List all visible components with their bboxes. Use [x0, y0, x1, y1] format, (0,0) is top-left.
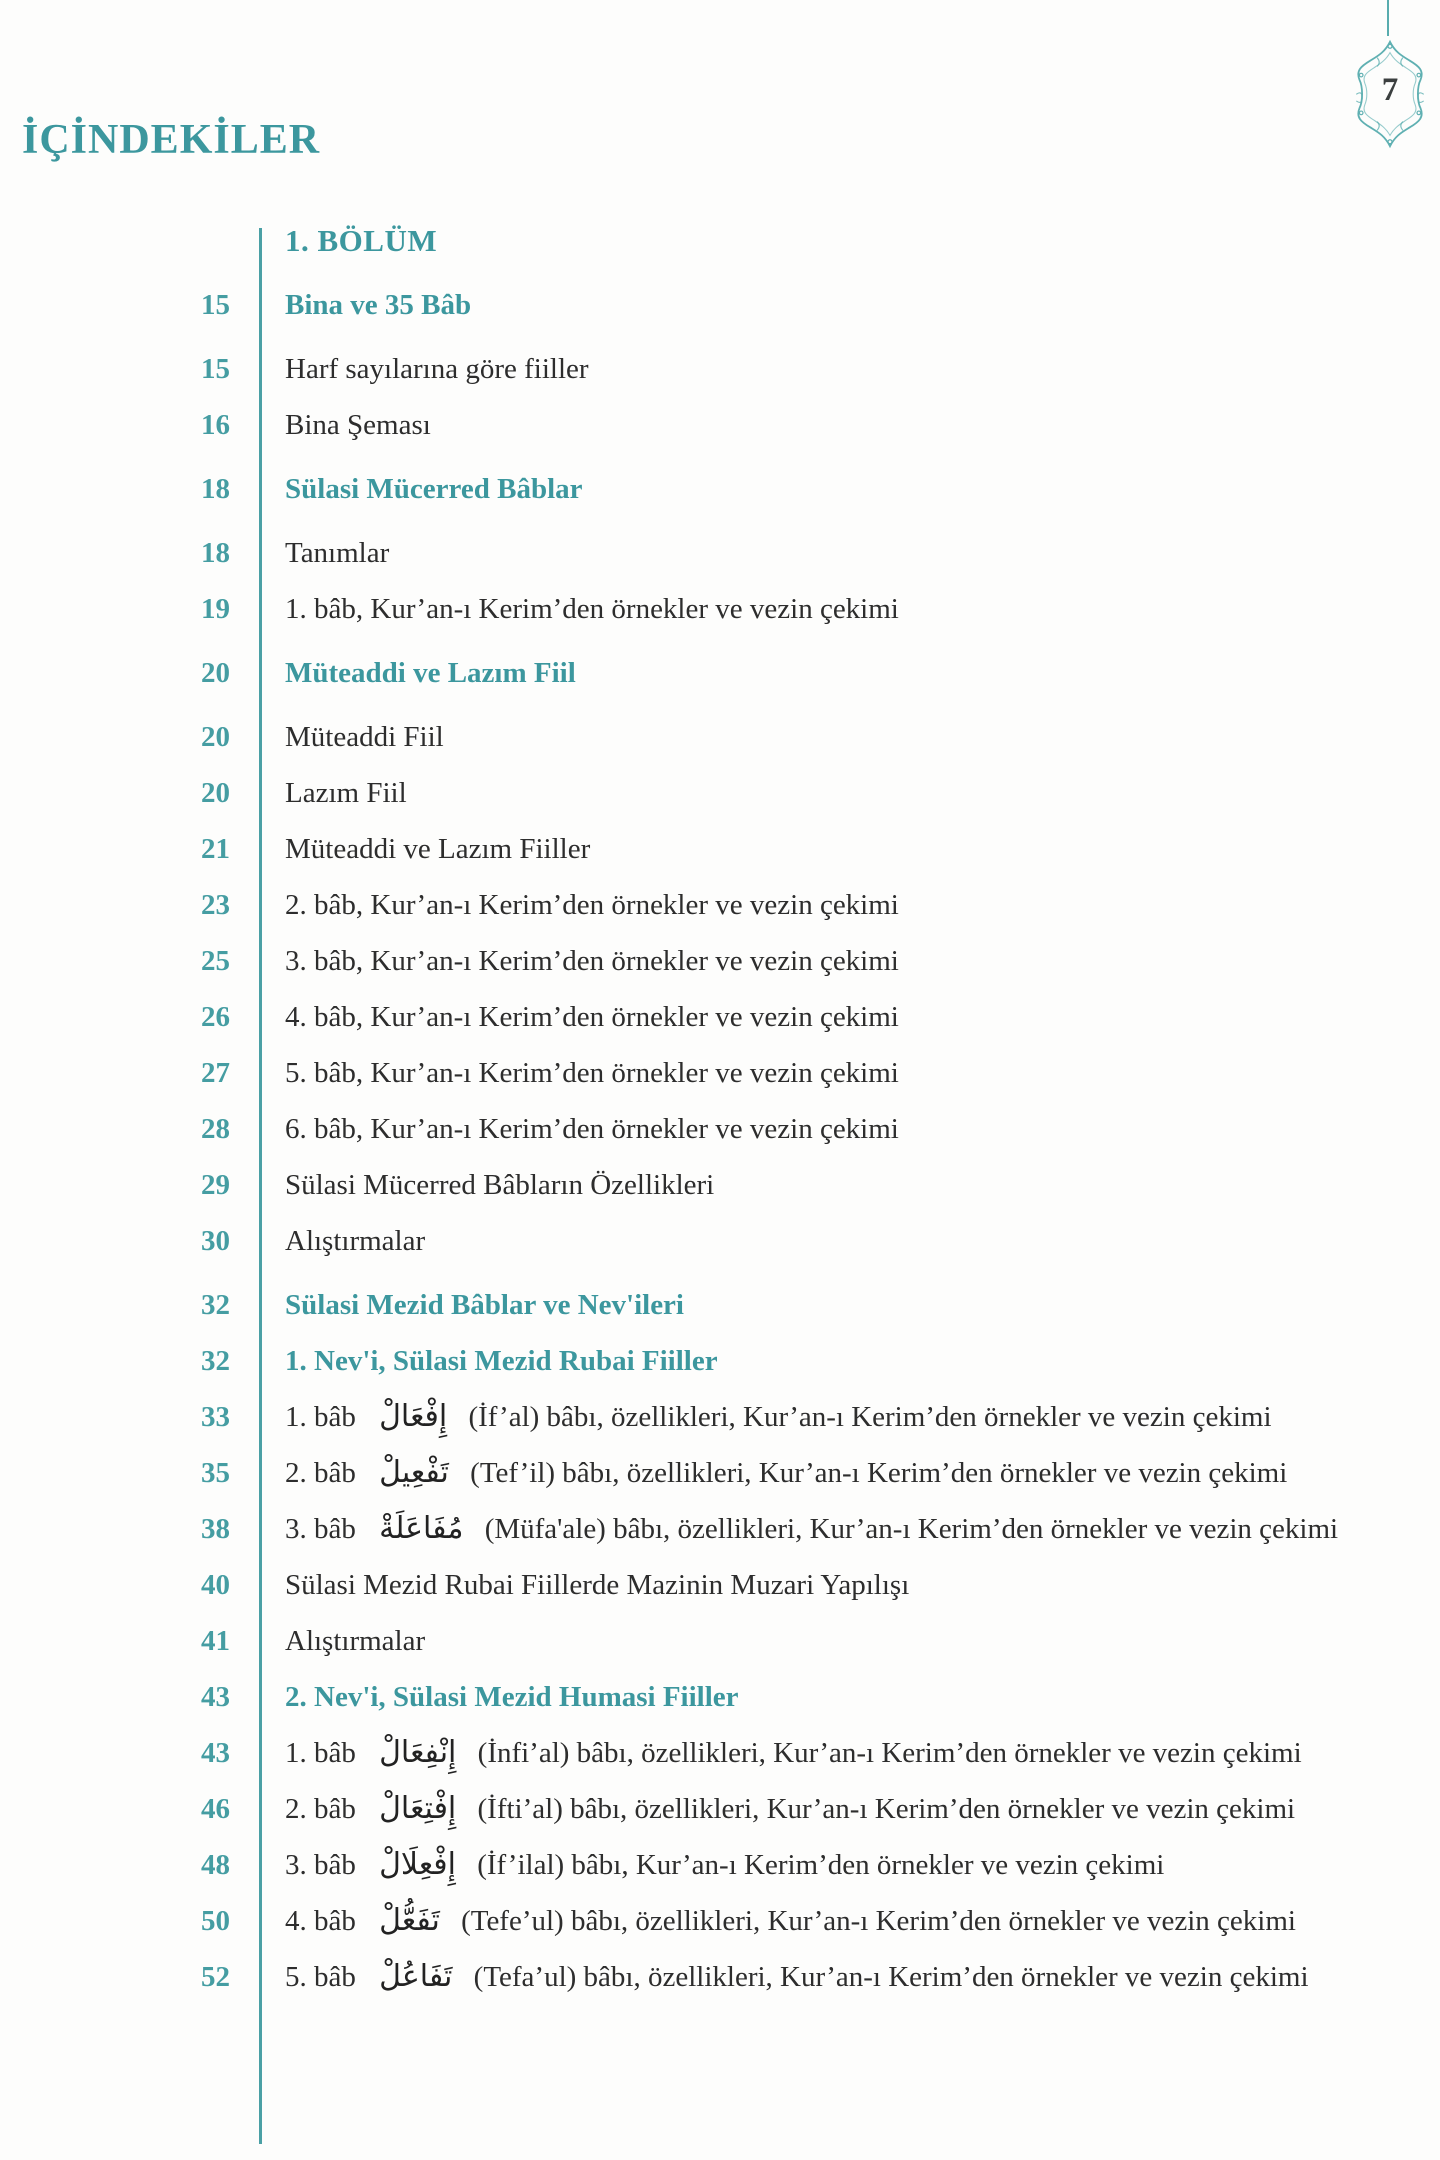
toc-row [0, 470, 1440, 508]
toc-entry-arabic-word: إِفْعِلَالْ [379, 1847, 456, 1882]
toc-entry [285, 998, 899, 1036]
toc-page-number: 50 [201, 1905, 230, 1937]
toc-page-number: 26 [201, 1001, 230, 1033]
toc-page-number: 35 [201, 1457, 230, 1489]
toc-row [0, 590, 1440, 628]
toc-entry-text: Sülasi Mezid Bâblar ve Nev'ileri [285, 1289, 684, 1321]
toc-entry [285, 1398, 1272, 1436]
toc-row [0, 998, 1440, 1036]
toc-entry [285, 286, 471, 324]
toc-page-number: 48 [201, 1849, 230, 1881]
toc-row [0, 534, 1440, 572]
toc-page-number: 25 [201, 945, 230, 977]
toc-page-number: 28 [201, 1113, 230, 1145]
toc-entry-text: Müteaddi ve Lazım Fiiller [285, 833, 591, 865]
toc-page-number: 21 [201, 833, 230, 865]
toc-entry [285, 654, 576, 692]
toc-row [0, 350, 1440, 388]
toc-entry [285, 774, 407, 812]
toc-row [0, 1286, 1440, 1324]
toc-page-number: 46 [201, 1793, 230, 1825]
toc-entry-suffix: (İf’al) bâbı, özellikleri, Kur’an-ı Kerim’den örnekler ve vezin çekimi [468, 1401, 1272, 1433]
ornament-hang-line [1387, 0, 1389, 36]
toc-entry [285, 534, 389, 572]
toc-entry-text: Lazım Fiil [285, 777, 407, 809]
toc-page-number: 16 [201, 409, 230, 441]
toc-entry-prefix: 4. bâb [285, 1905, 356, 1937]
toc-entry-text: Alıştırmalar [285, 1625, 426, 1657]
toc-entry [285, 1622, 425, 1660]
toc-entry-arabic-word: إِفْتِعَالْ [379, 1791, 457, 1826]
toc-entry [285, 886, 899, 924]
page-number-ornament [1345, 38, 1435, 150]
toc-row [0, 1846, 1440, 1884]
toc-page-number: 27 [201, 1057, 230, 1089]
toc-entry-text: 4. bâb, Kur’an-ı Kerim’den örnekler ve vezin çekimi [285, 1001, 899, 1033]
toc-entry-arabic-word: مُفَاعَلَةْ [379, 1511, 464, 1546]
toc-page-number: 15 [201, 353, 230, 385]
toc-row [0, 1398, 1440, 1436]
toc-entry-arabic-word: إِنْفِعَالْ [379, 1735, 457, 1770]
toc-entry [285, 1510, 1338, 1548]
table-of-contents [0, 222, 1440, 2014]
toc-entry-text: 1. BÖLÜM [285, 223, 438, 258]
toc-entry-prefix: 2. bâb [285, 1793, 356, 1825]
toc-entry [285, 1566, 909, 1604]
toc-entry-prefix: 1. bâb [285, 1401, 356, 1433]
toc-page-number: 20 [201, 721, 230, 753]
toc-entry-text: Harf sayılarına göre fiiller [285, 353, 589, 385]
toc-page-number: 32 [201, 1289, 230, 1321]
toc-page-number: 43 [201, 1737, 230, 1769]
toc-entry-text: 2. bâb, Kur’an-ı Kerim’den örnekler ve vezin çekimi [285, 889, 899, 921]
toc-entry [285, 1846, 1164, 1884]
toc-page-number: 32 [201, 1345, 230, 1377]
toc-entry-arabic-word: تَفْعِيلْ [379, 1455, 449, 1490]
toc-entry-text: 1. bâb, Kur’an-ı Kerim’den örnekler ve vezin çekimi [285, 593, 899, 625]
toc-entry [285, 1734, 1302, 1772]
toc-row [0, 1222, 1440, 1260]
toc-entry-suffix: (İfti’al) bâbı, özellikleri, Kur’an-ı Kerim’den örnekler ve vezin çekimi [477, 1793, 1296, 1825]
toc-row [0, 1678, 1440, 1716]
toc-entry-suffix: (Tef’il) bâbı, özellikleri, Kur’an-ı Kerim’den örnekler ve vezin çekimi [470, 1457, 1288, 1489]
toc-entry-text: 6. bâb, Kur’an-ı Kerim’den örnekler ve vezin çekimi [285, 1113, 899, 1145]
toc-entry [285, 718, 444, 756]
toc-entry [285, 1958, 1309, 1996]
toc-row [0, 1454, 1440, 1492]
toc-entry-text: 3. bâb, Kur’an-ı Kerim’den örnekler ve vezin çekimi [285, 945, 899, 977]
toc-entry [285, 1286, 684, 1324]
toc-entry-text: Alıştırmalar [285, 1225, 426, 1257]
toc-entry [285, 942, 899, 980]
toc-row [0, 774, 1440, 812]
toc-row [0, 1110, 1440, 1148]
toc-row [0, 942, 1440, 980]
toc-entry-text: Müteaddi ve Lazım Fiil [285, 657, 576, 689]
toc-entry-prefix: 1. bâb [285, 1737, 356, 1769]
toc-entry-suffix: (Müfa'ale) bâbı, özellikleri, Kur’an-ı Kerim’den örnekler ve vezin çekimi [484, 1513, 1339, 1545]
toc-row [0, 718, 1440, 756]
toc-page-number: 29 [201, 1169, 230, 1201]
toc-entry-text: Bina Şeması [285, 409, 431, 441]
toc-vertical-rule [259, 228, 262, 2144]
toc-row [0, 886, 1440, 924]
toc-entry [285, 1166, 714, 1204]
toc-row [0, 1622, 1440, 1660]
toc-row [0, 1902, 1440, 1940]
toc-rows [0, 222, 1440, 1996]
toc-entry [285, 470, 583, 508]
toc-page-number: 30 [201, 1225, 230, 1257]
toc-row [0, 1958, 1440, 1996]
toc-entry-text: Sülasi Mezid Rubai Fiillerde Mazinin Muzari Yapılışı [285, 1569, 910, 1601]
toc-page-number: 15 [201, 289, 230, 321]
toc-row [0, 1510, 1440, 1548]
toc-entry-prefix: 3. bâb [285, 1849, 356, 1881]
toc-entry-text: Müteaddi Fiil [285, 721, 444, 753]
toc-entry-prefix: 5. bâb [285, 1961, 356, 1993]
page-number: 7 [1381, 72, 1399, 108]
toc-page-number: 40 [201, 1569, 230, 1601]
toc-entry-arabic-word: إِفْعَالْ [379, 1399, 448, 1434]
toc-entry-text: 5. bâb, Kur’an-ı Kerim’den örnekler ve vezin çekimi [285, 1057, 899, 1089]
toc-page-number: 20 [201, 657, 230, 689]
toc-page-number: 41 [201, 1625, 230, 1657]
toc-entry-prefix: 2. bâb [285, 1457, 356, 1489]
toc-entry [285, 1342, 718, 1380]
toc-row [0, 1790, 1440, 1828]
toc-row [0, 1342, 1440, 1380]
toc-entry-text: 1. Nev'i, Sülasi Mezid Rubai Fiiller [285, 1345, 718, 1377]
toc-entry [285, 222, 437, 260]
toc-entry [285, 1790, 1295, 1828]
toc-page-number: 43 [201, 1681, 230, 1713]
toc-entry-arabic-word: تَفَاعُلْ [379, 1959, 453, 1994]
toc-entry-text: 2. Nev'i, Sülasi Mezid Humasi Fiiller [285, 1681, 739, 1713]
toc-row [0, 830, 1440, 868]
toc-entry-text: Sülasi Mücerred Bâbların Özellikleri [285, 1169, 715, 1201]
toc-row [0, 1734, 1440, 1772]
toc-entry-suffix: (İnfi’al) bâbı, özellikleri, Kur’an-ı Kerim’den örnekler ve vezin çekimi [477, 1737, 1302, 1769]
toc-page-number: 19 [201, 593, 230, 625]
toc-row [0, 654, 1440, 692]
toc-page-number: 20 [201, 777, 230, 809]
toc-page-number: 38 [201, 1513, 230, 1545]
toc-entry-text: Sülasi Mücerred Bâblar [285, 473, 583, 505]
toc-entry [285, 590, 899, 628]
toc-entry-text: Tanımlar [285, 537, 390, 569]
toc-page-number: 33 [201, 1401, 230, 1433]
toc-entry [285, 1222, 425, 1260]
toc-page-number: 52 [201, 1961, 230, 1993]
toc-page-number: 18 [201, 537, 230, 569]
toc-row [0, 222, 1440, 260]
toc-page-number: 23 [201, 889, 230, 921]
toc-entry [285, 1678, 739, 1716]
toc-entry-arabic-word: تَفَعُّلْ [379, 1903, 440, 1938]
toc-row [0, 1054, 1440, 1092]
toc-entry [285, 1902, 1296, 1940]
toc-entry-suffix: (Tefa’ul) bâbı, özellikleri, Kur’an-ı Kerim’den örnekler ve vezin çekimi [473, 1961, 1309, 1993]
toc-entry [285, 406, 431, 444]
toc-row [0, 1166, 1440, 1204]
toc-entry-prefix: 3. bâb [285, 1513, 356, 1545]
toc-row [0, 406, 1440, 444]
toc-page-number [0, 222, 230, 260]
toc-entry-suffix: (Tefe’ul) bâbı, özellikleri, Kur’an-ı Kerim’den örnekler ve vezin çekimi [461, 1905, 1296, 1937]
toc-row [0, 286, 1440, 324]
toc-entry-suffix: (İf’ilal) bâbı, Kur’an-ı Kerim’den örnekler ve vezin çekimi [477, 1849, 1165, 1881]
toc-row [0, 1566, 1440, 1604]
toc-entry-text: Bina ve 35 Bâb [285, 289, 472, 321]
toc-entry [285, 1054, 899, 1092]
toc-entry [285, 350, 589, 388]
toc-entry [285, 1110, 899, 1148]
toc-entry [285, 830, 590, 868]
toc-entry [285, 1454, 1287, 1492]
toc-page-number: 18 [201, 473, 230, 505]
page-title: İÇİNDEKİLER [22, 117, 321, 163]
